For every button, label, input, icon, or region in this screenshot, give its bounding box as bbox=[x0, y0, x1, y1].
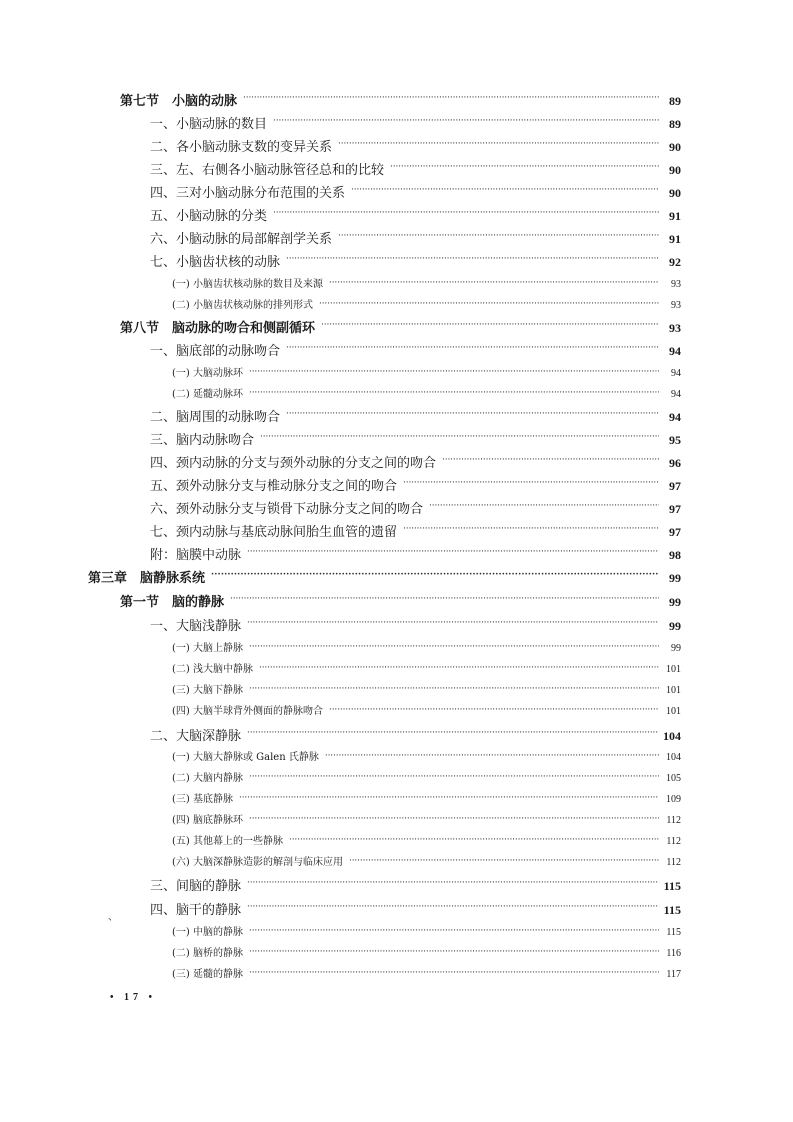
toc-entry-sub bbox=[172, 853, 681, 868]
dot-leader bbox=[286, 255, 659, 268]
dot-leader bbox=[338, 140, 659, 153]
toc-entry-sub bbox=[172, 275, 681, 290]
toc-entry-sub bbox=[172, 965, 681, 980]
dot-leader bbox=[429, 502, 659, 515]
dot-leader bbox=[273, 117, 659, 130]
dot-leader bbox=[442, 456, 659, 469]
dot-leader bbox=[351, 186, 659, 199]
dot-leader bbox=[249, 773, 659, 783]
toc-entry-item bbox=[150, 899, 681, 918]
toc-entry-page-number: 99 bbox=[669, 571, 681, 585]
toc-entry-chapter bbox=[88, 567, 681, 586]
toc-entry-section bbox=[120, 591, 681, 610]
toc-entry-title: 三、左、右侧各小脑动脉管径总和的比较 bbox=[150, 163, 385, 178]
toc-entry-sub bbox=[172, 748, 681, 763]
toc-entry-title: (二) 浅大脑中静脉 bbox=[172, 664, 253, 675]
toc-entry-page-number: 90 bbox=[669, 140, 681, 154]
toc-entry-item bbox=[150, 340, 681, 359]
toc-entry-title: (六) 大脑深静脉造影的解剖与临床应用 bbox=[172, 857, 343, 868]
toc-entry-page-number: 116 bbox=[666, 948, 681, 959]
toc-entry-page-number: 94 bbox=[669, 410, 681, 424]
toc-entry-item bbox=[150, 544, 681, 563]
dot-leader bbox=[329, 279, 659, 289]
toc-entry-title: (一) 大脑上静脉 bbox=[172, 643, 243, 654]
dot-leader bbox=[249, 948, 659, 958]
toc-entry-sub bbox=[172, 702, 681, 717]
toc-entry-sub bbox=[172, 923, 681, 938]
toc-entry-title: 第七节 小脑的动脉 bbox=[120, 94, 238, 109]
toc-entry-item bbox=[150, 475, 681, 494]
toc-entry-section bbox=[120, 90, 681, 109]
dot-leader bbox=[249, 389, 659, 399]
toc-entry-page-number: 98 bbox=[669, 548, 681, 562]
dot-leader bbox=[249, 815, 659, 825]
toc-entry-page-number: 104 bbox=[663, 729, 681, 743]
toc-entry-title: 二、各小脑动脉支数的变异关系 bbox=[150, 140, 333, 155]
toc-entry-title: 第三章 脑静脉系统 bbox=[88, 571, 206, 586]
toc-entry-title: 一、脑底部的动脉吻合 bbox=[150, 344, 281, 359]
toc-entry-page-number: 109 bbox=[666, 794, 681, 805]
toc-entry-page-number: 90 bbox=[669, 186, 681, 200]
toc-entry-title: 五、颈外动脉分支与椎动脉分支之间的吻合 bbox=[150, 479, 398, 494]
toc-entry-page-number: 99 bbox=[671, 643, 681, 654]
toc-entry-title: 四、三对小脑动脉分布范围的关系 bbox=[150, 186, 346, 201]
toc-entry-title: 第一节 脑的静脉 bbox=[120, 595, 225, 610]
dot-leader bbox=[249, 685, 659, 695]
toc-entry-page-number: 115 bbox=[663, 903, 681, 917]
toc-entry-title: 二、脑周围的动脉吻合 bbox=[150, 410, 281, 425]
toc-entry-title: (一) 中脑的静脉 bbox=[172, 927, 243, 938]
dot-leader bbox=[321, 321, 659, 334]
toc-entry-title: 三、脑内动脉吻合 bbox=[150, 433, 255, 448]
toc-entry-item bbox=[150, 725, 681, 744]
toc-entry-title: 一、大脑浅静脉 bbox=[150, 619, 242, 634]
dot-leader bbox=[211, 571, 659, 584]
dot-leader bbox=[390, 163, 659, 176]
toc-entry-page-number: 115 bbox=[663, 879, 681, 893]
toc-entry-page-number: 97 bbox=[669, 479, 681, 493]
toc-entry-item bbox=[150, 521, 681, 540]
toc-entry-page-number: 93 bbox=[671, 300, 681, 311]
toc-entry-title: (一) 小脑齿状核动脉的数目及来源 bbox=[172, 279, 323, 290]
toc-entry-title: (二) 大脑内静脉 bbox=[172, 773, 243, 784]
toc-entry-page-number: 99 bbox=[669, 595, 681, 609]
page-number-footer: • 17 • bbox=[110, 992, 157, 1003]
toc-entry-item bbox=[150, 406, 681, 425]
dot-leader bbox=[243, 94, 659, 107]
toc-entry-title: 第八节 脑动脉的吻合和侧副循环 bbox=[120, 321, 316, 336]
toc-entry-item bbox=[150, 159, 681, 178]
toc-entry-title: (二) 延髓动脉环 bbox=[172, 389, 243, 400]
dot-leader bbox=[249, 643, 659, 653]
dot-leader bbox=[247, 619, 659, 632]
toc-entry-sub bbox=[172, 364, 681, 379]
toc-entry-sub bbox=[172, 660, 681, 675]
toc-entry-title: (三) 基底静脉 bbox=[172, 794, 233, 805]
toc-entry-item bbox=[150, 113, 681, 132]
dot-leader bbox=[329, 706, 659, 716]
toc-entry-page-number: 91 bbox=[669, 232, 681, 246]
dot-leader bbox=[349, 857, 659, 867]
dot-leader bbox=[260, 433, 659, 446]
dot-leader bbox=[247, 548, 659, 561]
toc-entry-page-number: 90 bbox=[669, 163, 681, 177]
toc-entry-page-number: 117 bbox=[666, 969, 681, 980]
toc-entry-sub bbox=[172, 385, 681, 400]
toc-entry-page-number: 91 bbox=[669, 209, 681, 223]
toc-entry-page-number: 94 bbox=[671, 368, 681, 379]
toc-entry-item bbox=[150, 228, 681, 247]
toc-entry-sub bbox=[172, 769, 681, 784]
toc-entry-page-number: 112 bbox=[666, 836, 681, 847]
toc-entry-title: 七、颈内动脉与基底动脉间胎生血管的遗留 bbox=[150, 525, 398, 540]
dot-leader bbox=[247, 903, 659, 916]
toc-entry-page-number: 94 bbox=[671, 389, 681, 400]
toc-entry-title: (四) 脑底静脉环 bbox=[172, 815, 243, 826]
toc-entry-title: 七、小脑齿状核的动脉 bbox=[150, 255, 281, 270]
toc-entry-title: (一) 大脑大静脉或 Galen 氏静脉 bbox=[172, 752, 319, 763]
dot-leader bbox=[273, 209, 659, 222]
toc-entry-page-number: 89 bbox=[669, 117, 681, 131]
toc-entry-page-number: 112 bbox=[666, 815, 681, 826]
dot-leader bbox=[403, 525, 659, 538]
toc-entry-title: (四) 大脑半球背外侧面的静脉吻合 bbox=[172, 706, 323, 717]
dot-leader bbox=[319, 300, 659, 310]
toc-entry-title: (三) 大脑下静脉 bbox=[172, 685, 243, 696]
dot-leader bbox=[403, 479, 659, 492]
toc-entry-sub bbox=[172, 790, 681, 805]
dot-leader bbox=[259, 664, 659, 674]
toc-entry-item bbox=[150, 615, 681, 634]
toc-entry-page-number: 96 bbox=[669, 456, 681, 470]
toc-entry-sub bbox=[172, 639, 681, 654]
toc-entry-page-number: 97 bbox=[669, 525, 681, 539]
dot-leader bbox=[338, 232, 659, 245]
stray-print-mark: 、 bbox=[108, 912, 118, 923]
dot-leader bbox=[249, 969, 659, 979]
toc-entry-page-number: 101 bbox=[666, 685, 681, 696]
dot-leader bbox=[249, 927, 659, 937]
toc-entry-item bbox=[150, 182, 681, 201]
toc-entry-title: (一) 大脑动脉环 bbox=[172, 368, 243, 379]
toc-entry-sub bbox=[172, 832, 681, 847]
dot-leader bbox=[239, 794, 659, 804]
toc-entry-page-number: 99 bbox=[669, 619, 681, 633]
toc-entry-title: 一、小脑动脉的数目 bbox=[150, 117, 268, 132]
toc-entry-page-number: 105 bbox=[666, 773, 681, 784]
toc-entry-item bbox=[150, 452, 681, 471]
toc-entry-item bbox=[150, 136, 681, 155]
toc-entry-title: (三) 延髓的静脉 bbox=[172, 969, 243, 980]
toc-entry-title: 三、间脑的静脉 bbox=[150, 879, 242, 894]
toc-entry-item bbox=[150, 498, 681, 517]
toc-entry-section bbox=[120, 317, 681, 336]
toc-entry-page-number: 101 bbox=[666, 664, 681, 675]
toc-entry-sub bbox=[172, 296, 681, 311]
dot-leader bbox=[289, 836, 659, 846]
toc-entry-item bbox=[150, 875, 681, 894]
toc-entry-title: (二) 小脑齿状核动脉的排列形式 bbox=[172, 300, 313, 311]
toc-entry-title: 二、大脑深静脉 bbox=[150, 729, 242, 744]
toc-entry-title: 四、脑干的静脉 bbox=[150, 903, 242, 918]
toc-entry-item bbox=[150, 429, 681, 448]
toc-entry-page-number: 104 bbox=[666, 752, 681, 763]
toc-entry-sub bbox=[172, 944, 681, 959]
toc-entry-title: (五) 其他幕上的一些静脉 bbox=[172, 836, 283, 847]
toc-entry-page-number: 101 bbox=[666, 706, 681, 717]
toc-entry-page-number: 89 bbox=[669, 94, 681, 108]
toc-entry-sub bbox=[172, 811, 681, 826]
dot-leader bbox=[286, 410, 659, 423]
dot-leader bbox=[249, 368, 659, 378]
toc-entry-page-number: 94 bbox=[669, 344, 681, 358]
toc-entry-page-number: 97 bbox=[669, 502, 681, 516]
toc-entry-title: 六、小脑动脉的局部解剖学关系 bbox=[150, 232, 333, 247]
dot-leader bbox=[247, 879, 659, 892]
toc-entry-title: 附：脑膜中动脉 bbox=[150, 548, 242, 563]
toc-entry-title: 五、小脑动脉的分类 bbox=[150, 209, 268, 224]
toc-entry-item bbox=[150, 205, 681, 224]
toc-entry-item bbox=[150, 251, 681, 270]
dot-leader bbox=[247, 729, 659, 742]
toc-entry-page-number: 93 bbox=[671, 279, 681, 290]
toc-entry-page-number: 95 bbox=[669, 433, 681, 447]
toc-entry-title: 六、颈外动脉分支与锁骨下动脉分支之间的吻合 bbox=[150, 502, 424, 517]
toc-entry-title: (二) 脑桥的静脉 bbox=[172, 948, 243, 959]
toc-entry-page-number: 92 bbox=[669, 255, 681, 269]
dot-leader bbox=[325, 752, 659, 762]
toc-entry-page-number: 115 bbox=[666, 927, 681, 938]
toc-entry-page-number: 93 bbox=[669, 321, 681, 335]
dot-leader bbox=[286, 344, 659, 357]
toc-entry-page-number: 112 bbox=[666, 857, 681, 868]
dot-leader bbox=[230, 595, 659, 608]
toc-entry-title: 四、颈内动脉的分支与颈外动脉的分支之间的吻合 bbox=[150, 456, 437, 471]
toc-entry-sub bbox=[172, 681, 681, 696]
